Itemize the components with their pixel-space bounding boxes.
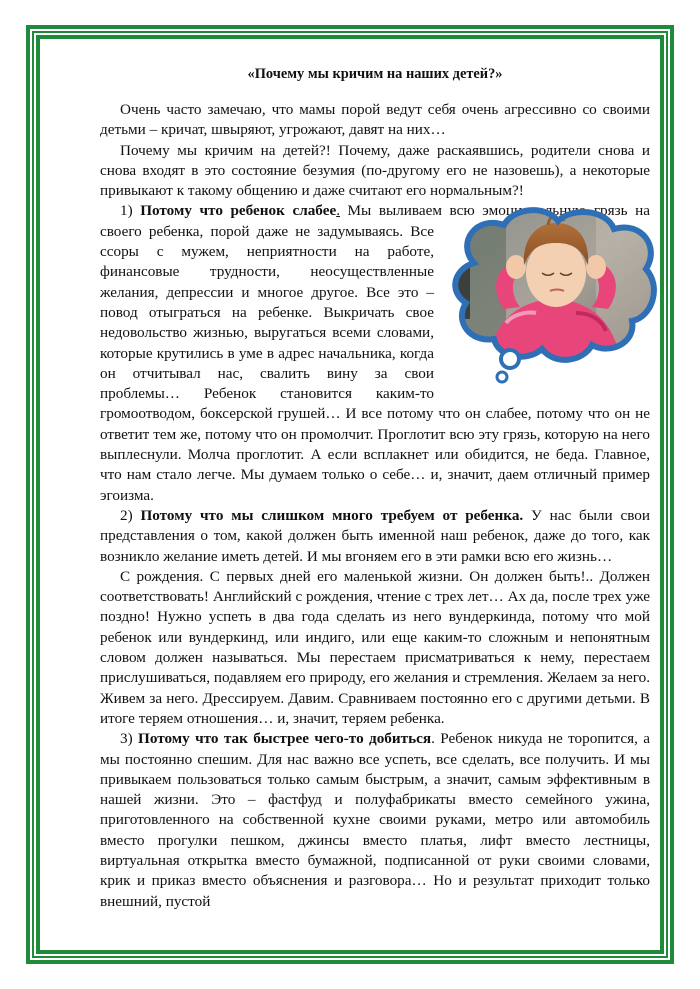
- paragraph-2: Почему мы кричим на детей?! Почему, даже раскаявшись, родители снова и снова входят в это состояние безумия (по-другому его не назовешь), а некоторые привыкают к такому общению и даже считают его нормальным?!: [100, 141, 650, 200]
- reason-2-text: У нас были свои представления о том, какой должен быть именной наш ребенок, даже до того, как возникло желание иметь детей. И мы вгоняем его в эти рамки всю его жизнь…: [100, 506, 650, 565]
- paragraph-reason-2: [100, 506, 650, 567]
- reason-3-heading: Потому что так быстрее чего-то добиться: [138, 730, 432, 748]
- reason-2-number: 2): [120, 506, 133, 524]
- reason-3-number: 3): [120, 730, 133, 748]
- paragraph-reason-1: [100, 201, 650, 505]
- reason-1-dot: .: [336, 202, 340, 220]
- reason-2-heading: Потому что мы слишком много требуем от ребенка.: [140, 506, 524, 524]
- paragraph-reason-3: [100, 729, 650, 912]
- reason-1-number: 1): [120, 202, 133, 220]
- paragraph-1: Очень часто замечаю, что мамы порой ведут себя очень агрессивно со своими детьми – кричат, швыряют, угрожают, давят на них…: [100, 101, 650, 139]
- thought-cloud-child-photo-icon: [446, 203, 664, 389]
- article: [100, 64, 650, 912]
- child-photo: [446, 203, 664, 389]
- paragraph-5: С рождения. С первых дней его маленькой жизни. Он должен быть!.. Должен соответствовать! Английский с рождения, чтение с трех лет… Ах да, после трех уже поздно! Нужно успеть в два года сделать из него вундеркинда, потому что мой ребенок или вундеркинд, или индиго, или еще каким-то сложным и непонятным словом должен называться. Мы перестаем присматриваться к нему, перестаем прислушиваться, подавляем его природу, его желания и стремления. Желаем за него. Живем за него. Дрессируем. Давим. Сравниваем постоянно его с другими детьми. В итоге теряем отношения… и, значит, теряем ребенка.: [100, 567, 650, 727]
- reason-3-text: . Ребенок никуда не торопится, а мы постоянно спешим. Для нас важно все успеть, все сделать, все получить. И мы привыкаем пользоваться только самым быстрым, а значит, самым эффективным в нашей жизни. Это – фастфуд и полуфабрикаты вместо семейного ужина, приготовленного на собственной кухне своими руками, метро или автомобиль вместо прогулки пешком, джинсы вместо платья, лифт вместо лестницы, виртуальная открытка вместо бумажной, подписанной от руки своими словами, крик и приказ вместо объяснения и разговора… Но и результат приходит только внешний, пустой: [100, 730, 650, 910]
- page-title: «Почему мы кричим на наших детей?»: [247, 66, 503, 82]
- reason-1-text: Мы выливаем всю эмоциональную грязь на своего ребенка, порой даже не задумываясь. Все ссоры с мужем, неприятности на работе, финансовые трудности, неосуществленные желания, депрессии и многое другое. Все это – повод отыграться на ребенке. Выкричать свое недовольство жизнью, выругаться всеми словами, которые крутились в уме в адрес начальника, когда он отчитывал нас, свалить вину за свои проблемы… Ребенок становится каким-то громоотводом, боксерской грушей… И все потому что он слабее, потому что он не ответит тем же, потому что он промолчит. Проглотит всю эту грязь, которую на него выплеснули. Молча проглотит. А если всплакнет или обидится, не беда. Главное, что нам стало легче. Мы думаем только о себе… и, значит, даем отличный пример эгоизма.: [100, 202, 650, 504]
- reason-1-heading: Потому что ребенок слабее: [140, 202, 337, 220]
